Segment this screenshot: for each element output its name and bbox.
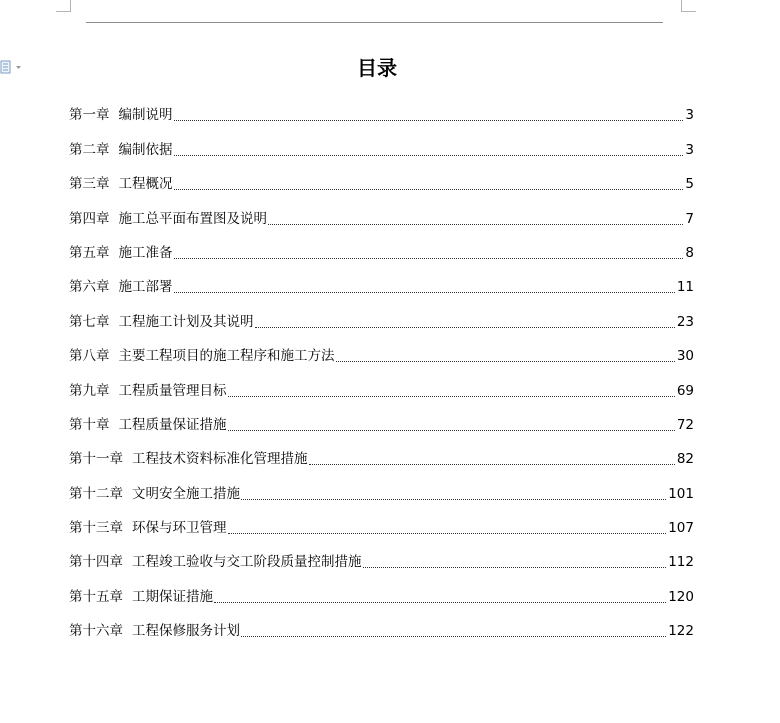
toc-entry[interactable] xyxy=(69,233,694,267)
toc-entry-chapter: 第六章 xyxy=(69,279,110,296)
toc-entry-chapter: 第十三章 xyxy=(69,520,123,537)
toc-entry-title: 工程质量管理目标 xyxy=(118,382,227,399)
toc-entry-page-number: 72 xyxy=(676,416,694,433)
toc-entry-title: 工程技术资料标准化管理措施 xyxy=(132,451,308,468)
toc-entry-title: 主要工程项目的施工程序和施工方法 xyxy=(118,348,335,365)
toc-entry-chapter: 第十章 xyxy=(69,416,110,433)
toc-dot-leader xyxy=(228,396,675,397)
toc-dot-leader xyxy=(363,567,667,568)
toc-entry-title: 工程竣工验收与交工阶段质量控制措施 xyxy=(132,554,362,571)
toc-entry-title: 文明安全施工措施 xyxy=(132,485,240,502)
toc-entry-page-number: 5 xyxy=(685,176,694,193)
toc-entry-chapter: 第四章 xyxy=(69,210,110,227)
toc-entry-page-number: 82 xyxy=(676,451,694,468)
toc-entry[interactable] xyxy=(69,129,694,163)
toc-entry[interactable] xyxy=(69,336,694,370)
toc-entry-chapter: 第十二章 xyxy=(69,485,123,502)
toc-entry[interactable] xyxy=(69,405,694,439)
toc-entry-chapter: 第十五章 xyxy=(69,588,123,605)
toc-entry[interactable] xyxy=(69,267,694,301)
toc-entry-chapter: 第十六章 xyxy=(69,623,123,640)
toc-entry-page-number: 3 xyxy=(685,141,694,158)
toc-entry[interactable] xyxy=(69,542,694,576)
toc-entry-page-number: 8 xyxy=(685,244,694,261)
toc-entry-title: 编制说明 xyxy=(118,107,173,124)
toc-dot-leader xyxy=(309,464,675,465)
toc-entry-page-number: 69 xyxy=(676,382,694,399)
toc-entry[interactable] xyxy=(69,439,694,473)
toc-entry-page-number: 107 xyxy=(668,520,694,537)
toc-entry[interactable] xyxy=(69,473,694,507)
toc-dot-leader xyxy=(228,533,667,534)
toc-entry-title: 工期保证措施 xyxy=(132,588,213,605)
toc-dot-leader xyxy=(336,361,675,362)
toc-entry[interactable] xyxy=(69,611,694,645)
toc-dot-leader xyxy=(268,224,683,225)
toc-entry[interactable] xyxy=(69,95,694,129)
toc-entry[interactable] xyxy=(69,508,694,542)
toc-entry-title: 编制依据 xyxy=(118,141,173,158)
toc-dot-leader xyxy=(174,292,675,293)
toc-dot-leader xyxy=(214,602,666,603)
toc-entry-page-number: 101 xyxy=(668,485,694,502)
toc-entry-page-number: 3 xyxy=(685,107,694,124)
toc-dot-leader xyxy=(241,636,666,637)
toc-title: 目录 xyxy=(357,56,397,80)
toc-entry-chapter: 第九章 xyxy=(69,382,110,399)
toc-dot-leader xyxy=(174,120,684,121)
toc-entry-chapter: 第二章 xyxy=(69,141,110,158)
toc-entry-page-number: 112 xyxy=(668,554,694,571)
toc-entry[interactable] xyxy=(69,198,694,232)
toc-entry-chapter: 第八章 xyxy=(69,348,110,365)
toc-entry[interactable] xyxy=(69,370,694,404)
table-of-contents xyxy=(69,95,694,645)
toc-entry-chapter: 第三章 xyxy=(69,176,110,193)
toc-entry-chapter: 第十四章 xyxy=(69,554,123,571)
toc-entry-title: 施工总平面布置图及说明 xyxy=(118,210,267,227)
toc-entry-chapter: 第一章 xyxy=(69,107,110,124)
toc-entry-page-number: 30 xyxy=(676,348,694,365)
toc-entry-chapter: 第十一章 xyxy=(69,451,123,468)
toc-entry-title: 施工准备 xyxy=(118,244,173,261)
toc-entry-page-number: 11 xyxy=(676,279,694,296)
toc-entry-page-number: 120 xyxy=(668,588,694,605)
toc-entry-chapter: 第五章 xyxy=(69,244,110,261)
toc-entry-title: 工程质量保证措施 xyxy=(118,416,227,433)
toc-entry[interactable] xyxy=(69,576,694,610)
toc-entry-title: 工程保修服务计划 xyxy=(132,623,240,640)
toc-entry-title: 工程施工计划及其说明 xyxy=(118,313,254,330)
toc-dot-leader xyxy=(174,189,684,190)
toc-entry-page-number: 7 xyxy=(685,210,694,227)
toc-dot-leader xyxy=(241,499,666,500)
page-corner-mark-left xyxy=(56,0,71,12)
toc-dot-leader xyxy=(255,327,675,328)
toc-entry-chapter: 第七章 xyxy=(69,313,110,330)
toc-entry-title: 工程概况 xyxy=(118,176,173,193)
toc-entry-title: 施工部署 xyxy=(118,279,173,296)
toc-entry[interactable] xyxy=(69,164,694,198)
toc-dot-leader xyxy=(228,430,675,431)
toc-entry-title: 环保与环卫管理 xyxy=(132,520,227,537)
toc-entry-page-number: 23 xyxy=(676,313,694,330)
toc-dot-leader xyxy=(174,155,684,156)
header-rule xyxy=(86,22,663,23)
toc-entry-page-number: 122 xyxy=(668,623,694,640)
toc-dot-leader xyxy=(174,258,684,259)
toc-entry[interactable] xyxy=(69,301,694,335)
page-corner-mark-right xyxy=(681,0,696,12)
